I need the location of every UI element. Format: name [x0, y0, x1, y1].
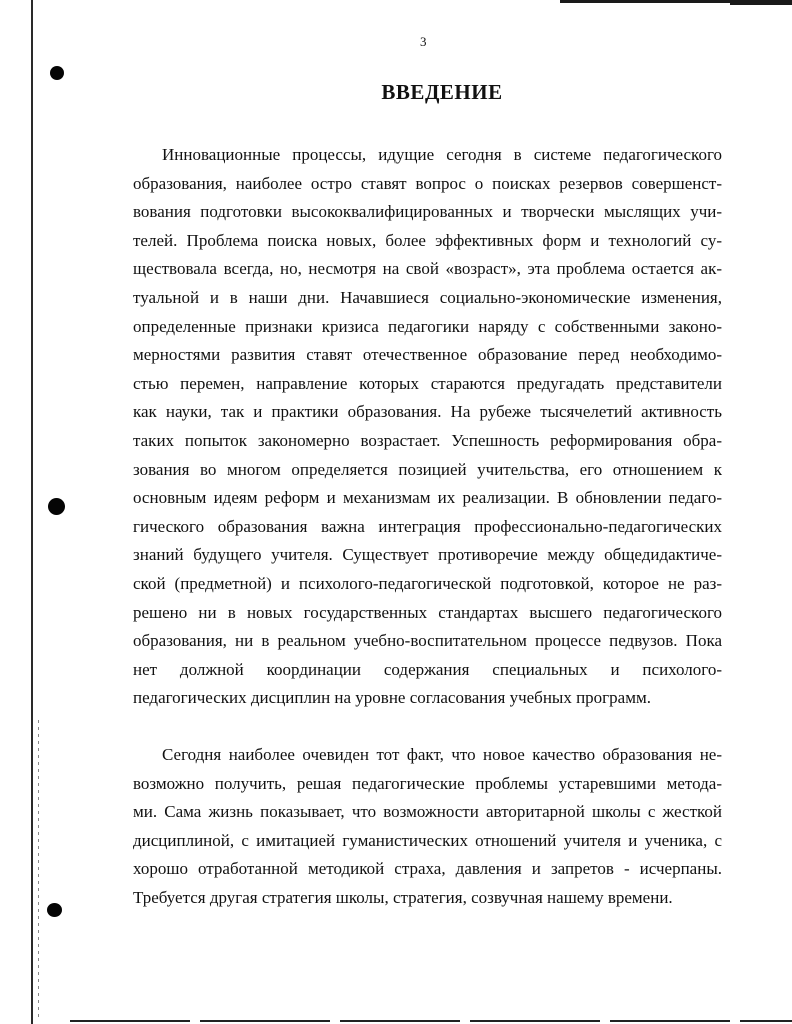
paragraph-1: [133, 141, 722, 713]
paragraph-line: зования во многом определяется позицией учительства, его отношением к: [133, 459, 722, 479]
paragraph-line: нет должной координации содержания специальных и психолого-: [133, 659, 722, 679]
paragraph-line: Сегодня наиболее очевиден тот факт, что новое качество образования не-: [162, 745, 722, 764]
paragraph-line: Требуется другая стратегия школы, стратегия, созвучная нашему времени.: [133, 887, 673, 907]
paragraph-line: телей. Проблема поиска новых, более эффективных форм и технологий су-: [133, 230, 722, 250]
paragraph-line: знаний будущего учителя. Существует противоречие между общедидактиче-: [133, 545, 722, 565]
punch-hole-top: [50, 66, 64, 80]
paragraph-line: ской (предметной) и психолого-педагогической подготовкой, которое не раз-: [133, 573, 722, 593]
page-number: 3: [420, 34, 427, 49]
paragraph-line: туальной и в наши дни. Начавшиеся социально-экономические изменения,: [133, 287, 722, 307]
paragraph-line: возможно получить, решая педагогические проблемы устаревшими метода-: [133, 773, 722, 793]
paragraph-line: ществовала всегда, но, несмотря на свой «возраст», эта проблема остается ак-: [133, 259, 722, 279]
paragraph-line: решено ни в новых государственных стандартах высшего педагогического: [133, 602, 722, 622]
paragraph-line: ми. Сама жизнь показывает, что возможности авторитарной школы с жесткой: [133, 802, 722, 822]
paragraph-line: вования подготовки высококвалифицированных и творчески мыслящих учи-: [133, 202, 722, 222]
paragraph-line: основным идеям реформ и механизмам их реализации. В обновлении педаго-: [133, 488, 722, 508]
punch-hole-middle: [48, 498, 65, 515]
paragraph-line: педагогических дисциплин на уровне согласования учебных программ.: [133, 688, 651, 708]
scan-left-edge: [31, 0, 33, 1024]
paragraph-line: образования, ни в реальном учебно-воспитательном процессе педвузов. Пока: [133, 631, 722, 651]
paragraph-line: определенные признаки кризиса педагогики наряду с собственными законо-: [133, 316, 722, 336]
paragraph-line: гического образования важна интеграция профессионально-педагогических: [133, 516, 722, 536]
page-title: ВВЕДЕНИЕ: [381, 80, 503, 104]
paragraph-line: стью перемен, направление которых стараются предугадать представители: [133, 373, 722, 393]
paragraph-line: хорошо отработанной методикой страха, давления и запретов - исчерпаны.: [133, 859, 722, 879]
scan-bottom-edge: [70, 1020, 792, 1022]
paragraph-2: [133, 741, 722, 913]
paragraph-line: таких попыток закономерно возрастает. Успешность реформирования обра-: [133, 430, 722, 450]
paragraph-line: Инновационные процессы, идущие сегодня в системе педагогического: [162, 145, 722, 164]
paragraph-line: дисциплиной, с имитацией гуманистических отношений учителя и ученика, с: [133, 830, 722, 850]
paragraph-line: как науки, так и практики образования. На рубеже тысячелетий активность: [133, 402, 722, 422]
paragraph-line: мерностями развития ставят отечественное образование перед необходимо-: [133, 345, 722, 365]
punch-hole-bottom: [47, 903, 62, 917]
paragraph-line: образования, наиболее остро ставят вопрос о поисках резервов совершенст-: [133, 173, 722, 193]
scan-top-edge-corner: [730, 0, 792, 5]
scan-left-edge-faint: [38, 720, 39, 1020]
